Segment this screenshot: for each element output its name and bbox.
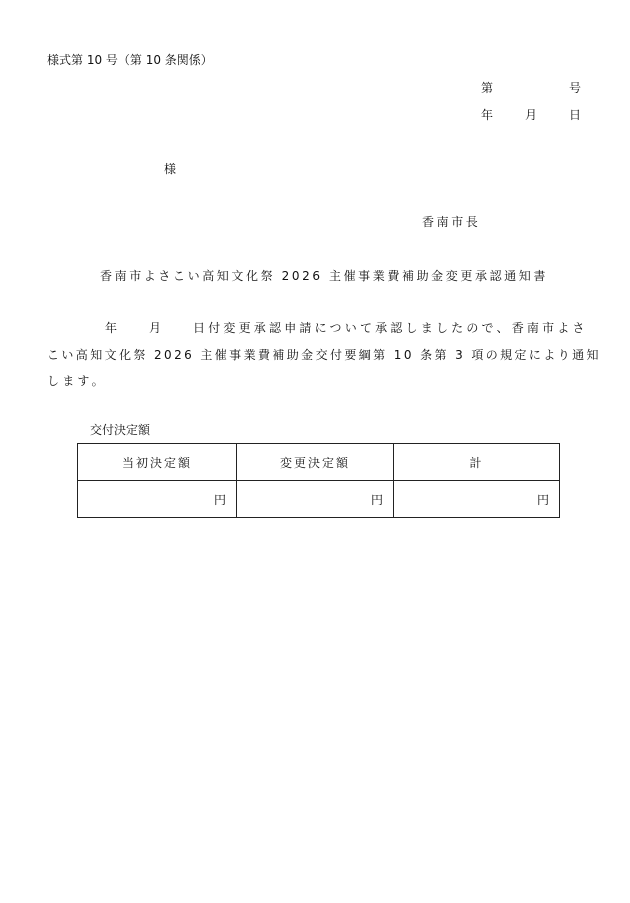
form-number: 様式第 10 号（第 10 条関係） [47, 53, 213, 67]
header-initial-amount: 当初決定額 [78, 444, 237, 481]
issuer: 香南市長 [422, 215, 481, 229]
section-label: 交付決定額 [90, 423, 151, 437]
body-line-3: します。 [47, 374, 107, 388]
total-cell: 円 [394, 481, 560, 518]
table-header-row [78, 444, 560, 481]
date-year: 年 [481, 108, 494, 122]
date-day: 日 [569, 108, 582, 122]
body-year: 年 [105, 321, 118, 335]
body-line-1: 日付変更承認申請について承認しましたので、香南市よさ [193, 321, 588, 335]
grant-amount-table [77, 443, 560, 518]
date-month: 月 [525, 108, 538, 122]
header-changed-amount: 変更決定額 [237, 444, 394, 481]
body-month: 月 [149, 321, 162, 335]
doc-number-suffix: 号 [569, 81, 582, 95]
header-total: 計 [394, 444, 560, 481]
doc-number-prefix: 第 [481, 81, 494, 95]
recipient-suffix: 様 [164, 162, 177, 176]
initial-amount-cell: 円 [78, 481, 237, 518]
changed-amount-cell: 円 [237, 481, 394, 518]
document-title: 香南市よさこい高知文化祭 2026 主催事業費補助金変更承認通知書 [100, 269, 548, 283]
body-line-2: こい高知文化祭 2026 主催事業費補助金交付要綱第 10 条第 3 項の規定により通知 [47, 348, 601, 362]
table-row [78, 481, 560, 518]
